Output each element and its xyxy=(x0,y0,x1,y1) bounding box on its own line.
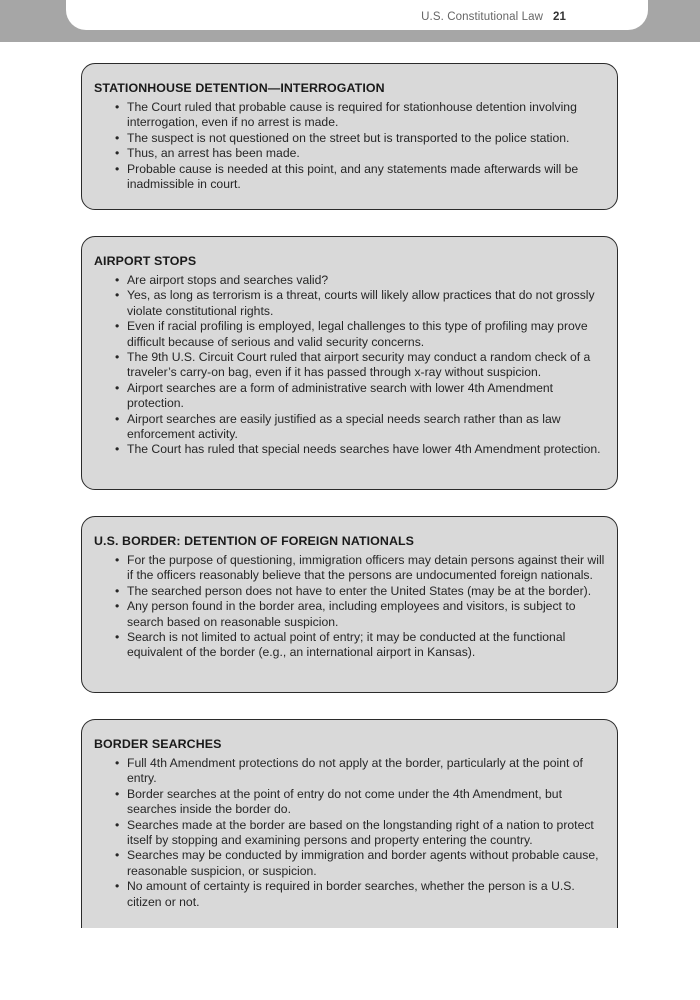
page-number: 21 xyxy=(553,11,566,23)
bullet-list xyxy=(94,553,605,661)
bullet-item: • No amount of certainty is required in border searches, whether the person is a U.S. citizen or not. xyxy=(115,879,605,910)
bullet-item: • Thus, an arrest has been made. xyxy=(115,146,605,161)
bullet-item: • Airport searches are easily justified as a special needs search rather than as law enforcement activity. xyxy=(115,412,605,443)
section-airport-stops xyxy=(81,236,618,490)
bullet-item: • The Court ruled that probable cause is required for stationhouse detention involving interrogation, even if no arrest is made. xyxy=(115,100,605,131)
bullet-item: • Are airport stops and searches valid? xyxy=(115,273,605,288)
bullet-item: • Full 4th Amendment protections do not apply at the border, particularly at the point of entry. xyxy=(115,756,605,787)
bullet-item: • Any person found in the border area, including employees and visitors, is subject to search based on reasonable suspicion. xyxy=(115,599,605,630)
bullet-item: • Airport searches are a form of administrative search with lower 4th Amendment protection. xyxy=(115,381,605,412)
section-stationhouse-detention xyxy=(81,63,618,210)
header-tab xyxy=(66,0,648,30)
section-title: STATIONHOUSE DETENTION—INTERROGATION xyxy=(94,81,385,95)
bullet-item: • The Court has ruled that special needs searches have lower 4th Amendment protection. xyxy=(115,442,605,457)
section-border-detention xyxy=(81,516,618,693)
bullet-item: • Yes, as long as terrorism is a threat, courts will likely allow practices that do not grossly violate constitutional rights. xyxy=(115,288,605,319)
bullet-item: • Even if racial profiling is employed, legal challenges to this type of profiling may prove difficult because of serious and valid security concerns. xyxy=(115,319,605,350)
bullet-item: • Searches may be conducted by immigration and border agents without probable cause, reasonable suspicion, or suspicion. xyxy=(115,848,605,879)
section-title: BORDER SEARCHES xyxy=(94,737,222,751)
bullet-list xyxy=(94,100,605,192)
bullet-item: • The searched person does not have to enter the United States (may be at the border). xyxy=(115,584,605,599)
bullet-item: • Border searches at the point of entry do not come under the 4th Amendment, but searches inside the border do. xyxy=(115,787,605,818)
bullet-item: • Probable cause is needed at this point, and any statements made afterwards will be inadmissible in court. xyxy=(115,162,605,193)
bullet-item: • The suspect is not questioned on the street but is transported to the police station. xyxy=(115,131,605,146)
bullet-item: • For the purpose of questioning, immigration officers may detain persons against their will if the officers reasonably believe that the persons are undocumented foreign nationals. xyxy=(115,553,605,584)
bullet-item: • Searches made at the border are based on the longstanding right of a nation to protect itself by stopping and examining persons and property entering the country. xyxy=(115,818,605,849)
section-border-searches xyxy=(81,719,618,928)
bullet-list xyxy=(94,756,605,910)
running-head xyxy=(421,11,566,23)
running-title: U.S. Constitutional Law xyxy=(421,11,543,23)
section-title: AIRPORT STOPS xyxy=(94,254,197,268)
bullet-list xyxy=(94,273,605,458)
section-title: U.S. BORDER: DETENTION OF FOREIGN NATIONALS xyxy=(94,534,415,548)
bullet-item: • The 9th U.S. Circuit Court ruled that airport security may conduct a random check of a traveler’s carry-on bag, even if it has passed through x-ray without suspicion. xyxy=(115,350,605,381)
bullet-item: • Search is not limited to actual point of entry; it may be conducted at the functional equivalent of the border (e.g., an international airport in Kansas). xyxy=(115,630,605,661)
